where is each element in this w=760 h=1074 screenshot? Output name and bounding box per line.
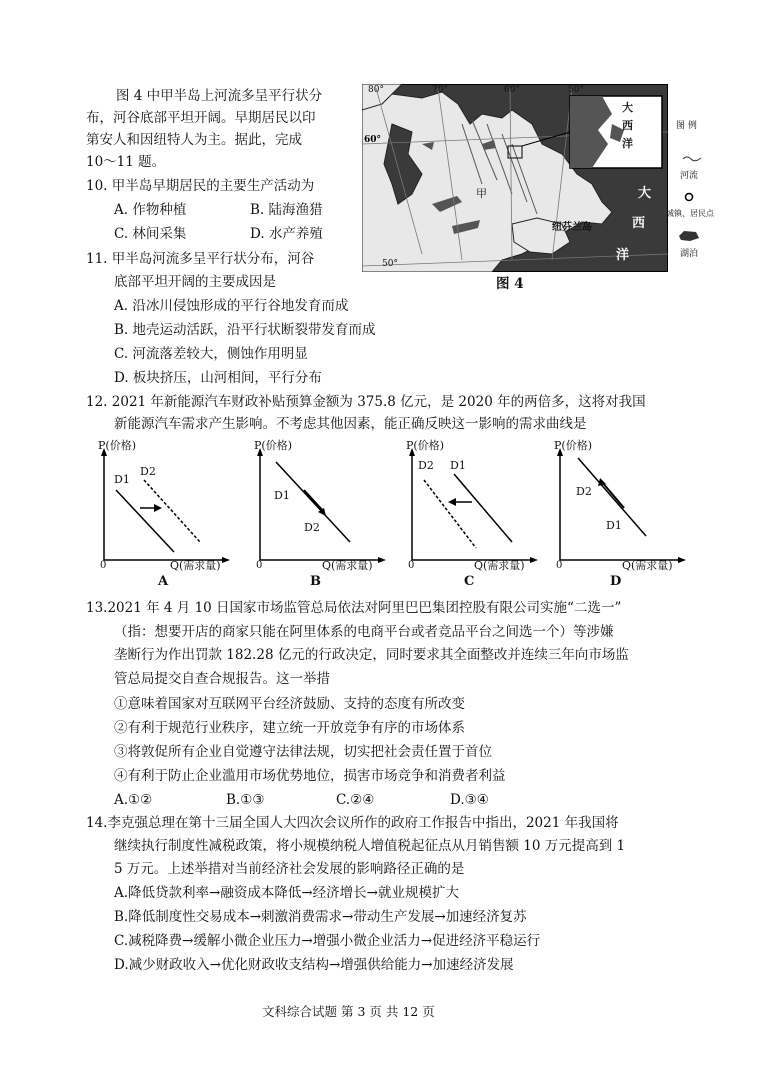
q14-option-b: B.降低制度性交易成本→刺激消费需求→带动生产发展→加速经济复苏 bbox=[114, 909, 527, 925]
map-label-jia: 甲 bbox=[476, 187, 487, 200]
legend-town: 城镇、居民点 bbox=[666, 209, 714, 218]
graph-a-letter: A bbox=[158, 574, 169, 589]
q11-option-a: A. 沿冰川侵蚀形成的平行谷地发育而成 bbox=[114, 298, 349, 314]
graph-a-xlabel: Q(需求量) bbox=[170, 559, 221, 572]
graph-d-origin: 0 bbox=[556, 560, 563, 571]
q13-option-a: A.①② bbox=[114, 792, 153, 808]
graph-a-d1: D1 bbox=[114, 473, 130, 486]
graph-c-xlabel: Q(需求量) bbox=[474, 559, 525, 572]
inset-ocean-xi: 西 bbox=[622, 119, 633, 132]
q14-stem-1: 14.李克强总理在第十三届全国人大四次会议所作的政府工作报告中指出，2021 年我国将 bbox=[86, 815, 619, 831]
graph-b bbox=[252, 439, 402, 592]
graph-d bbox=[552, 439, 702, 592]
q13-item-3: ③将敦促所有企业自觉遵守法律法规，切实把社会责任置于首位 bbox=[114, 744, 492, 760]
q14-option-d: D.减少财政收入→优化财政收支结构→增强供给能力→加速经济发展 bbox=[114, 957, 514, 973]
graph-a-origin: 0 bbox=[100, 560, 107, 571]
graph-c-origin: 0 bbox=[408, 560, 415, 571]
intro-line-2: 布，河谷底部平坦开阔。早期居民以印 bbox=[86, 110, 316, 126]
map-legend bbox=[666, 110, 730, 270]
graph-a bbox=[96, 439, 246, 592]
graph-c-ylabel: P(价格) bbox=[406, 439, 444, 452]
graph-d-xlabel: Q(需求量) bbox=[622, 559, 673, 572]
graph-d-ylabel: P(价格) bbox=[554, 439, 592, 452]
intro-line-3: 第安人和因纽特人为主。据此，完成 bbox=[86, 132, 302, 148]
graph-c-letter: C bbox=[464, 574, 475, 589]
q13-item-1: ①意味着国家对互联网平台经济鼓励、支持的态度有所改变 bbox=[114, 696, 465, 712]
map-lon-60: 60° bbox=[504, 85, 520, 95]
graph-a-ylabel: P(价格) bbox=[98, 439, 136, 452]
legend-river: 河流 bbox=[680, 171, 699, 181]
q11-option-d: D. 板块挤压，山河相间，平行分布 bbox=[114, 370, 322, 386]
figure-4-caption: 图 4 bbox=[496, 276, 524, 292]
page-footer: 文科综合试题 第 3 页 共 12 页 bbox=[262, 1004, 435, 1019]
graph-b-d1: D1 bbox=[274, 489, 290, 502]
legend-title: 图 例 bbox=[676, 121, 697, 131]
q11-stem-2: 底部平坦开阔的主要成因是 bbox=[114, 274, 276, 290]
intro-line-4: 10～11 题。 bbox=[86, 154, 166, 170]
intro-line-1: 图 4 中甲半岛上河流多呈平行状分 bbox=[116, 88, 323, 104]
q13-item-2: ②有利于规范行业秩序，建立统一开放竞争有序的市场体系 bbox=[114, 720, 465, 736]
graph-c-d2: D2 bbox=[418, 459, 434, 472]
q13-option-b: B.①③ bbox=[226, 792, 265, 808]
q11-option-b: B. 地壳运动活跃，沿平行状断裂带发育而成 bbox=[114, 322, 376, 338]
q10-option-d: D. 水产养殖 bbox=[250, 226, 323, 242]
graph-c bbox=[404, 439, 554, 592]
graph-a-d2: D2 bbox=[140, 465, 156, 478]
q13-option-d: D.③④ bbox=[450, 792, 489, 808]
q13-option-c: C.②④ bbox=[336, 792, 375, 808]
map-ocean-yang: 洋 bbox=[616, 248, 630, 263]
graph-b-ylabel: P(价格) bbox=[254, 439, 292, 452]
q10-stem: 10. 甲半岛早期居民的主要生产活动为 bbox=[86, 178, 315, 194]
map-lon-70: 70° bbox=[432, 85, 448, 95]
q13-item-4: ④有利于防止企业滥用市场优势地位，损害市场竞争和消费者利益 bbox=[114, 768, 506, 784]
map-label-newfoundland: 纽芬兰岛 bbox=[552, 222, 592, 233]
figure-4-map bbox=[362, 84, 668, 272]
graph-b-d2: D2 bbox=[304, 521, 320, 534]
q13-stem-3: 垄断行为作出罚款 182.28 亿元的行政决定，同时要求其全面整改并连续三年向市场监 bbox=[114, 647, 629, 663]
q14-stem-2: 继续执行制度性减税政策，将小规模纳税人增值税起征点从月销售额 10 万元提高到 1 bbox=[114, 838, 626, 854]
map-lon-80: 80° bbox=[368, 85, 384, 95]
graph-b-origin: 0 bbox=[256, 560, 263, 571]
q10-option-a: A. 作物种植 bbox=[114, 202, 187, 218]
q12-stem-1: 12. 2021 年新能源汽车财政补贴预算金额为 375.8 亿元，是 2020 年的两倍多，这将对我国 bbox=[86, 394, 646, 410]
map-lon-50: 50° bbox=[568, 85, 584, 95]
q13-stem-1: 13.2021 年 4 月 10 日国家市场监管总局依法对阿里巴巴集团控股有限公司实施“二选一” bbox=[86, 600, 622, 616]
graph-b-xlabel: Q(需求量) bbox=[322, 559, 373, 572]
q10-option-b: B. 陆海渔猎 bbox=[250, 202, 323, 218]
graph-b-letter: B bbox=[310, 574, 321, 589]
graph-d-d1: D1 bbox=[606, 519, 622, 532]
q13-stem-4: 管总局提交自查合规报告。这一举措 bbox=[114, 671, 330, 687]
map-lat-60: 60° bbox=[364, 135, 382, 145]
inset-ocean-da: 大 bbox=[622, 101, 633, 114]
q13-stem-2: （指：想要开店的商家只能在阿里体系的电商平台或者竞品平台之间选一个）等涉嫌 bbox=[114, 624, 614, 640]
q14-option-a: A.降低贷款利率→融资成本降低→经济增长→就业规模扩大 bbox=[114, 885, 459, 901]
q12-stem-2: 新能源汽车需求产生影响。不考虑其他因素，能正确反映这一影响的需求曲线是 bbox=[114, 416, 587, 432]
inset-ocean-yang: 洋 bbox=[622, 137, 633, 150]
q10-option-c: C. 林间采集 bbox=[114, 226, 187, 242]
q11-stem-1: 11. 甲半岛河流多呈平行状分布，河谷 bbox=[86, 251, 315, 267]
map-ocean-da: 大 bbox=[638, 186, 652, 201]
graph-d-d2: D2 bbox=[576, 485, 592, 498]
graph-d-letter: D bbox=[610, 574, 622, 589]
q11-option-c: C. 河流落差较大，侧蚀作用明显 bbox=[114, 346, 308, 362]
graph-c-d1: D1 bbox=[450, 459, 466, 472]
q14-stem-3: 5 万元。上述举措对当前经济社会发展的影响路径正确的是 bbox=[114, 861, 465, 877]
map-ocean-xi: 西 bbox=[632, 216, 646, 231]
map-lat-50: 50° bbox=[382, 259, 398, 269]
q14-option-c: C.减税降费→缓解小微企业压力→增强小微企业活力→促进经济平稳运行 bbox=[114, 933, 541, 949]
legend-lake: 湖泊 bbox=[680, 249, 699, 259]
